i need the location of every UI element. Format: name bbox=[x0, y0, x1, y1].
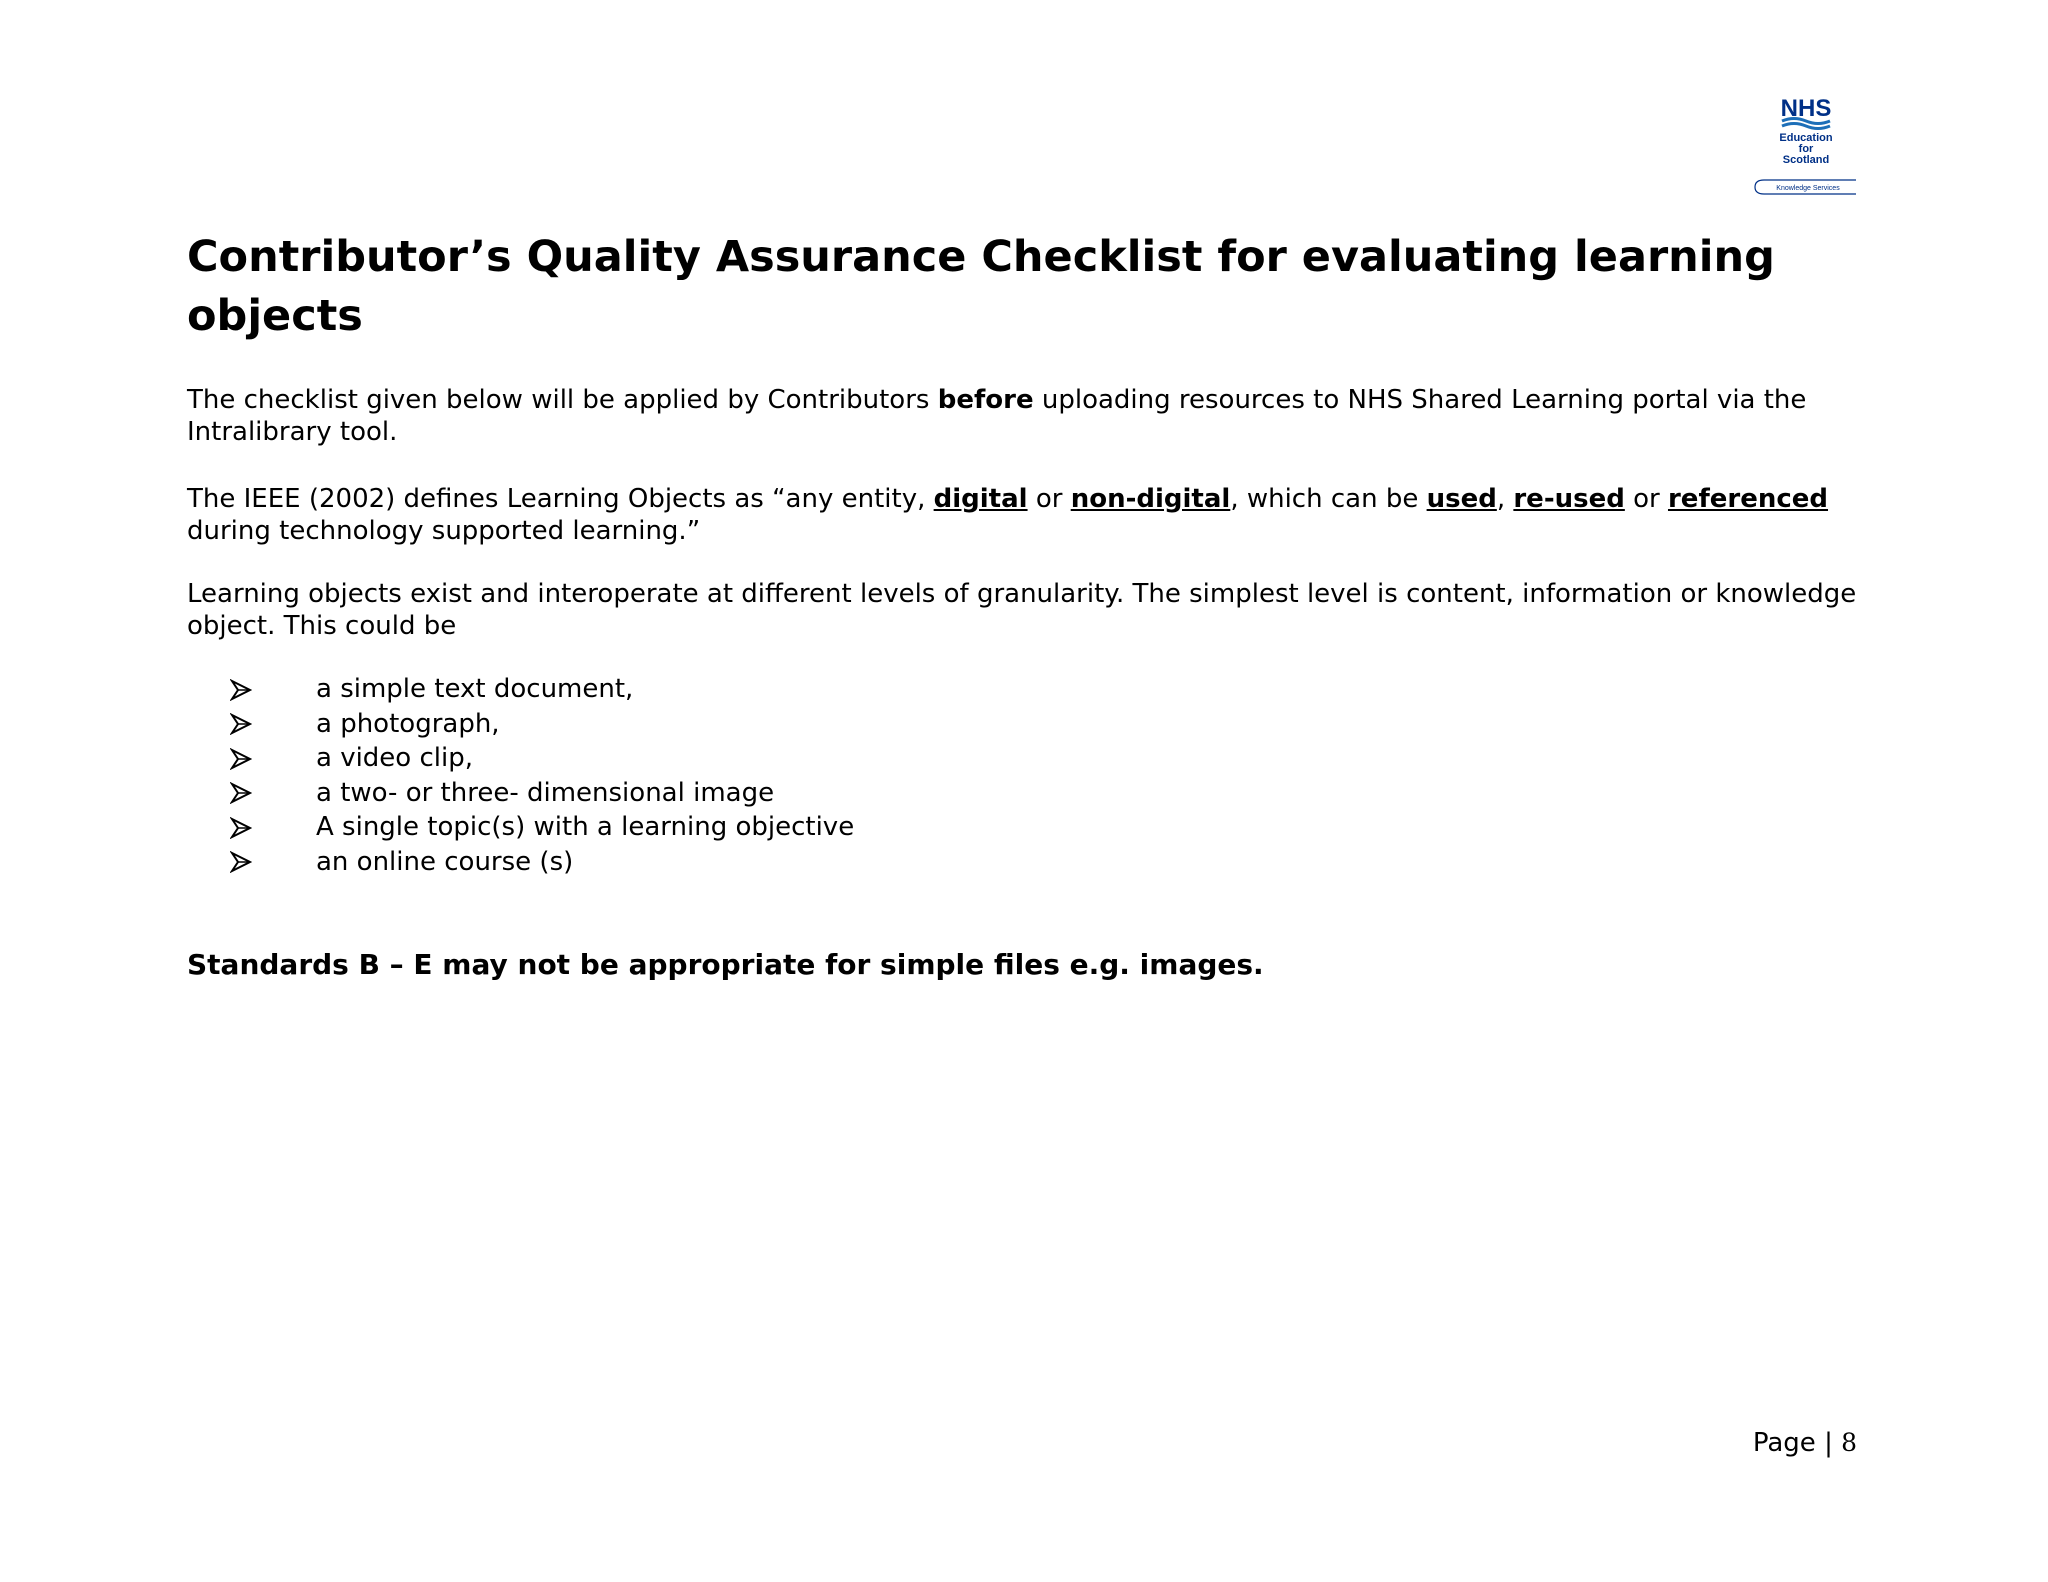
granularity-paragraph: Learning objects exist and interoperate at different levels of granularity. The simplest level is content, information or knowledge object. This could be bbox=[187, 579, 1857, 641]
list-item-text: a video clip, bbox=[316, 743, 473, 774]
standards-note: Standards B – E may not be appropriate for simple files e.g. images. bbox=[187, 948, 1264, 981]
logo-brand: NHS bbox=[1780, 95, 1832, 122]
arrow-bullet-icon bbox=[230, 672, 260, 707]
definition-text: or bbox=[1624, 484, 1668, 514]
logo-line1: Education bbox=[1779, 132, 1833, 144]
page-label: Page | bbox=[1752, 1428, 1842, 1458]
arrow-bullet-icon bbox=[230, 741, 260, 776]
intro-text-end: uploading resources to NHS Shared Learning portal via the Intralibrary tool. bbox=[187, 385, 1807, 447]
definition-text: during technology supported learning.” bbox=[187, 516, 701, 546]
intro-text-start: The checklist given below will be applied by Contributors bbox=[187, 385, 938, 415]
logo-tagline: Knowledge Services bbox=[1776, 185, 1840, 192]
logo-line3: Scotland bbox=[1782, 154, 1830, 166]
page-title: Contributor’s Quality Assurance Checklist for evaluating learning objects bbox=[187, 232, 1775, 341]
term-referenced: referenced bbox=[1667, 484, 1829, 514]
intro-paragraph bbox=[187, 384, 1887, 448]
logo-line2: for bbox=[1798, 143, 1814, 155]
intro-bold-before: before bbox=[937, 385, 1034, 415]
term-digital: digital bbox=[933, 484, 1028, 514]
arrow-bullet-icon bbox=[230, 776, 260, 811]
nhs-education-scotland-logo bbox=[1752, 94, 1860, 204]
definition-text: , which can be bbox=[1230, 484, 1427, 514]
list-item-text: A single topic(s) with a learning objective bbox=[316, 812, 855, 843]
term-used: used bbox=[1426, 484, 1497, 514]
definition-text: , bbox=[1496, 484, 1514, 514]
term-re-used: re-used bbox=[1513, 484, 1625, 514]
definition-text: or bbox=[1027, 484, 1071, 514]
arrow-bullet-icon bbox=[230, 810, 260, 845]
list-item-text: a two- or three- dimensional image bbox=[316, 777, 775, 808]
arrow-bullet-icon bbox=[230, 707, 260, 742]
definition-paragraph bbox=[187, 483, 1887, 547]
arrow-bullet-icon bbox=[230, 845, 260, 880]
list-item-text: an online course (s) bbox=[316, 846, 574, 877]
page-footer bbox=[1753, 1428, 1857, 1458]
definition-text: The IEEE (2002) defines Learning Objects as “any entity, bbox=[187, 484, 934, 514]
list-item-text: a photograph, bbox=[316, 708, 500, 739]
list-item-text: a simple text document, bbox=[316, 674, 634, 704]
term-non-digital: non-digital bbox=[1070, 484, 1231, 514]
page-number: 8 bbox=[1841, 1428, 1857, 1457]
nhs-logo-graphic bbox=[1752, 94, 1860, 204]
